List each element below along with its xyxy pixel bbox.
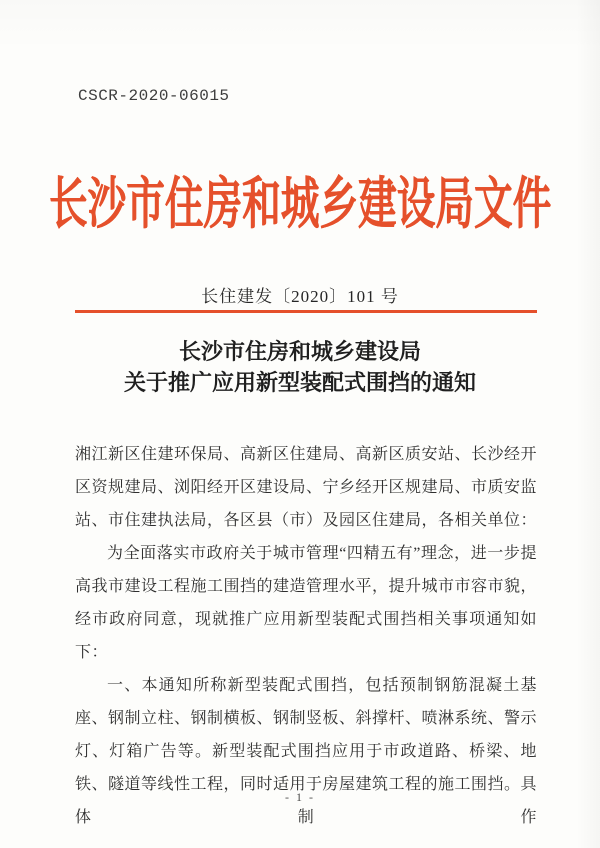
document-title <box>0 336 600 398</box>
recipients-paragraph: 湘江新区住建环保局、高新区住建局、高新区质安站、长沙经开区资规建局、浏阳经开区建设局、宁乡经开区规建局、市质安监站、市住建执法局，各区县（市）及园区住建局，各相关单位： <box>75 446 538 529</box>
red-divider-rule <box>75 310 537 313</box>
body-paragraph-1: 为全面落实市政府关于城市管理“四精五有”理念，进一步提高我市建设工程施工围挡的建造管理水平，提升城市市容市貌，经市政府同意，现就推广应用新型装配式围挡相关事项通知如下： <box>75 545 538 661</box>
page-number: - 1 - <box>285 790 315 804</box>
document-title-line2: 关于推广应用新型装配式围挡的通知 <box>123 370 476 395</box>
agency-banner-title: 长沙市住房和城乡建设局文件 <box>48 174 552 236</box>
body-paragraph-2: 一、本通知所称新型装配式围挡，包括预制钢筋混凝土基座、钢制立柱、钢制横板、钢制竖板、斜撑杆、喷淋系统、警示灯、灯箱广告等。新型装配式围挡应用于市政道路、桥梁、地铁、隧道等线性工程，同时适用于房屋建筑工程的施工围挡。具体制作 <box>75 677 538 826</box>
document-body <box>75 438 537 834</box>
document-title-line1: 长沙市住房和城乡建设局 <box>178 339 421 364</box>
red-header-banner-wrap <box>0 176 600 235</box>
document-number: 长住建发〔2020〕101 号 <box>201 287 399 306</box>
document-code: CSCR-2020-06015 <box>78 87 230 105</box>
